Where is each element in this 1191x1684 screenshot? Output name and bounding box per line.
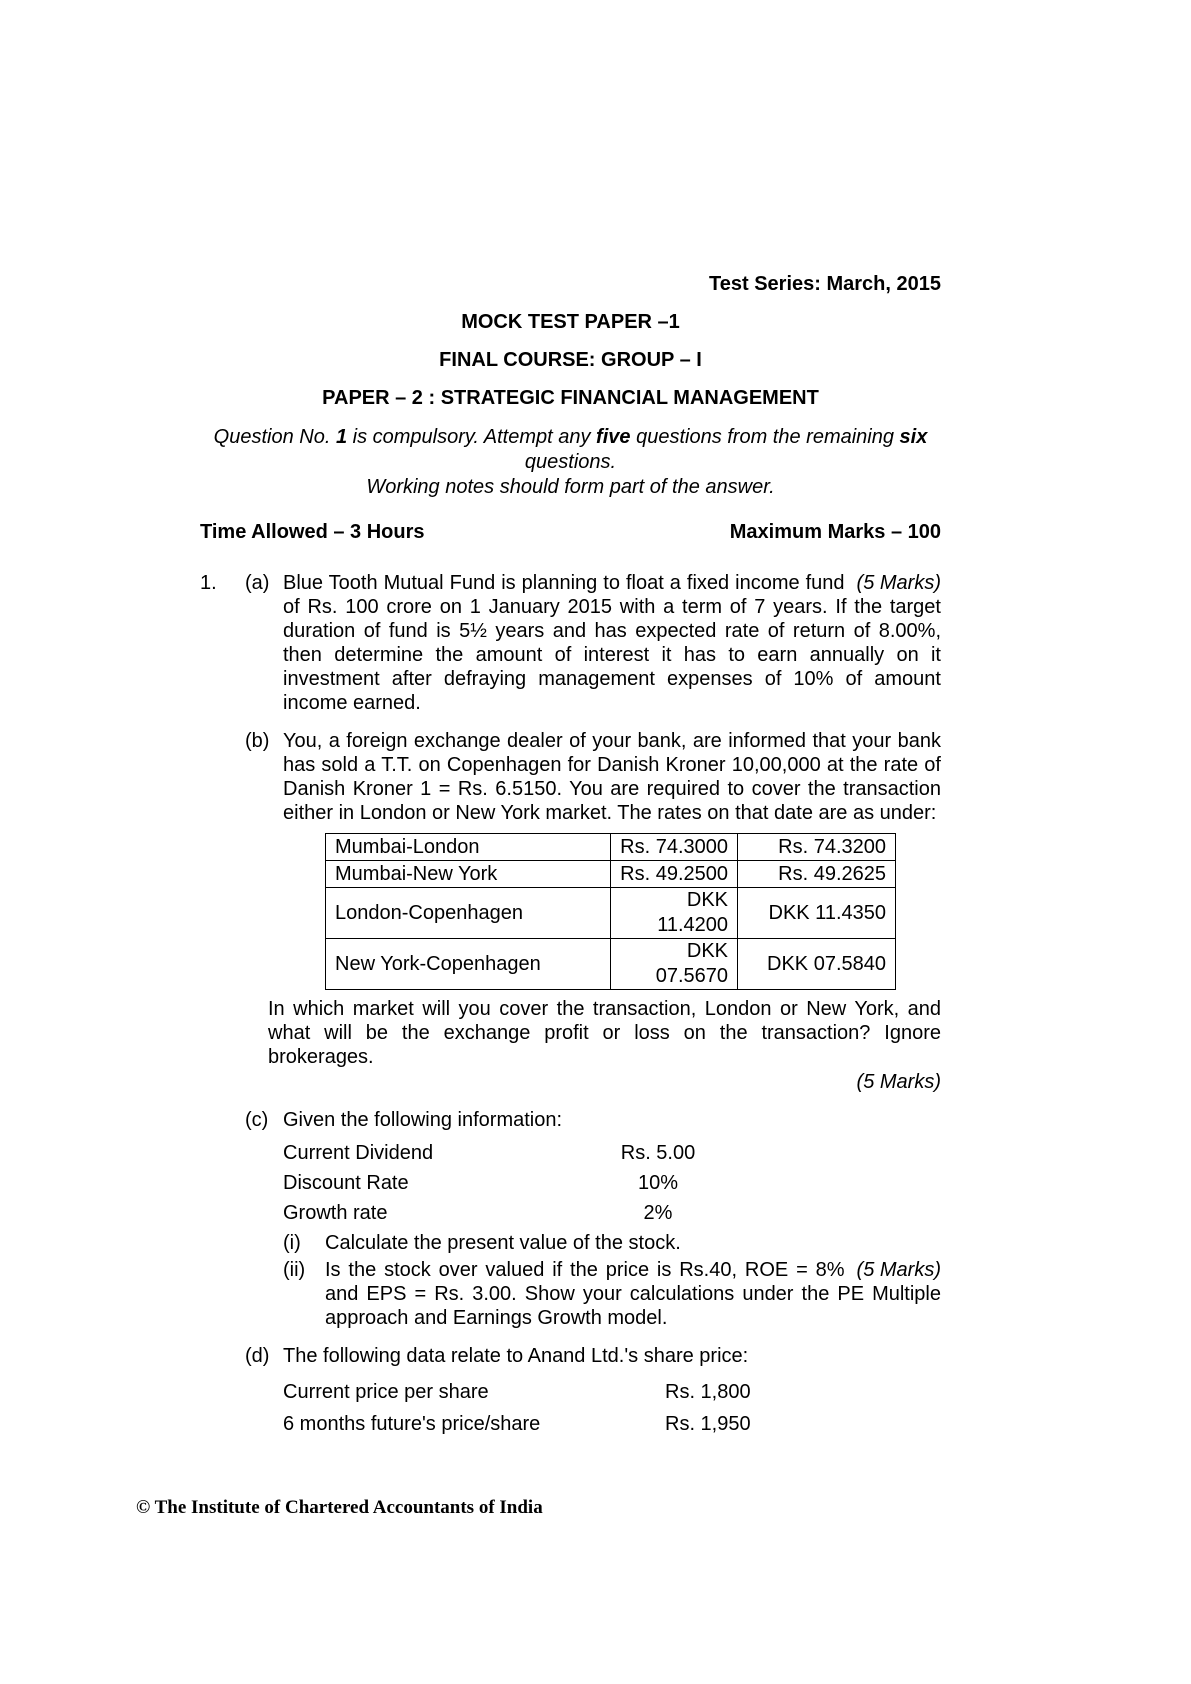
rate-bid-cell: Rs. 74.3000 [611,834,738,861]
instruction-text-segment: is compulsory. Attempt any [347,426,597,448]
subject-title: PAPER – 2 : STRATEGIC FINANCIAL MANAGEMENT [322,387,819,409]
part-d-label: (d) [245,1345,270,1367]
data-value: 10% [637,1172,679,1194]
data-value: Rs. 1,950 [665,1413,751,1435]
currency-pair-cell: Mumbai-London [326,834,611,861]
question-1-part-a [200,571,941,715]
part-c-sub-item-i [283,1231,941,1255]
part-a-text [283,571,941,715]
question-1-part-c [200,1108,941,1330]
currency-pair-cell: Mumbai-New York [326,861,611,888]
data-label: Current price per share [283,1381,489,1403]
instruction-text-segment: questions. [524,451,617,473]
exam-instructions-line2: Working notes should form part of the answer. [366,476,775,498]
sub-item-label: (i) [283,1232,301,1254]
test-series-label: Test Series: March, 2015 [709,273,941,295]
part-c-label: (c) [245,1109,269,1131]
part-c-data [283,1138,941,1228]
currency-pair-cell: New York-Copenhagen [326,939,611,990]
data-value: Rs. 1,800 [665,1381,751,1403]
table-row [326,861,896,888]
exam-instructions [200,425,941,500]
part-c-sub-item-ii [283,1258,941,1330]
sub-item-text: Calculate the present value of the stock. [325,1232,681,1254]
part-a-label: (a) [245,572,270,594]
data-row [283,1168,941,1198]
part-a-text-content: Blue Tooth Mutual Fund is planning to float a fixed income fund of Rs. 100 crore on 1 January 2015 with a term of 7 years. If the target duration of fund is 5½ years and has expected rate of return of 8.00%, then determine the amount of interest it has to earn annually on it investment after defraying management expenses of 10% of amount income earned. [283,572,941,714]
footer-copyright: © The Institute of Chartered Accountants of India [136,1497,543,1518]
part-c-body [283,1108,941,1330]
maximum-marks-label: Maximum Marks – 100 [729,521,941,543]
instruction-bold-segment: five [596,426,631,448]
data-value: 2% [643,1202,673,1224]
data-label: Discount Rate [283,1172,409,1194]
rate-ask-cell: Rs. 49.2625 [738,861,896,888]
currency-pair-cell: London-Copenhagen [326,888,611,939]
rate-ask-cell: Rs. 74.3200 [738,834,896,861]
part-b-text: You, a foreign exchange dealer of your bank, are informed that your bank has sold a T.T. on Copenhagen for Danish Kroner 10,00,000 at the rate of Danish Kroner 1 = Rs. 6.5150. You are required to cover the transaction either in London or New York market. The rates on that date are as under: [283,730,941,824]
question-1-part-d [200,1344,941,1440]
part-d-body [283,1344,941,1440]
data-label: Current Dividend [283,1142,434,1164]
instruction-bold-segment: six [899,426,928,448]
table-row [326,834,896,861]
part-c-text: Given the following information: [283,1109,563,1131]
data-row [283,1376,941,1408]
rate-bid-cell: DKK 11.4200 [611,888,738,939]
sub-item-text-content: Is the stock over valued if the price is Rs.40, ROE = 8% and EPS = Rs. 3.00. Show your calculations under the PE Multiple approach and Earnings Growth model. [325,1259,941,1329]
data-value: Rs. 5.00 [620,1142,696,1164]
rate-ask-cell: DKK 11.4350 [738,888,896,939]
question-1-part-b [200,729,941,1094]
part-b-body [268,729,941,1094]
instruction-bold-segment: 1 [335,426,348,448]
table-row [326,939,896,990]
part-c-marks: (5 Marks) [856,1259,941,1281]
paper-title: MOCK TEST PAPER –1 [461,311,680,333]
part-b-label: (b) [245,730,270,752]
part-a-body [283,571,941,715]
time-allowed-label: Time Allowed – 3 Hours [200,521,425,543]
question-1-number: 1. [200,572,217,594]
instruction-text-segment: questions from the remaining [630,426,900,448]
part-d-data [283,1376,941,1440]
exchange-rates-table [325,833,896,990]
sub-item-label: (ii) [283,1259,306,1281]
rate-bid-cell: Rs. 49.2500 [611,861,738,888]
data-label: Growth rate [283,1202,388,1224]
part-d-text: The following data relate to Anand Ltd.'s share price: [283,1345,749,1367]
part-b-marks: (5 Marks) [856,1071,941,1093]
data-row [283,1198,941,1228]
page-content [200,0,941,1440]
sub-item-text [325,1258,941,1330]
question-1 [200,571,941,1440]
course-title: FINAL COURSE: GROUP – I [439,349,702,371]
exam-instructions-line1 [200,425,941,475]
table-row [326,888,896,939]
part-b-question-text: In which market will you cover the transaction, London or New York, and what will be the exchange profit or loss on the transaction? Ignore brokerages. [268,998,941,1068]
rate-bid-cell: DKK 07.5670 [611,939,738,990]
rate-ask-cell: DKK 07.5840 [738,939,896,990]
instruction-text-segment: Question No. [213,426,336,448]
part-a-marks: (5 Marks) [856,572,941,594]
data-row [283,1138,941,1168]
data-row [283,1408,941,1440]
data-label: 6 months future's price/share [283,1413,541,1435]
exam-meta-row [200,520,941,544]
